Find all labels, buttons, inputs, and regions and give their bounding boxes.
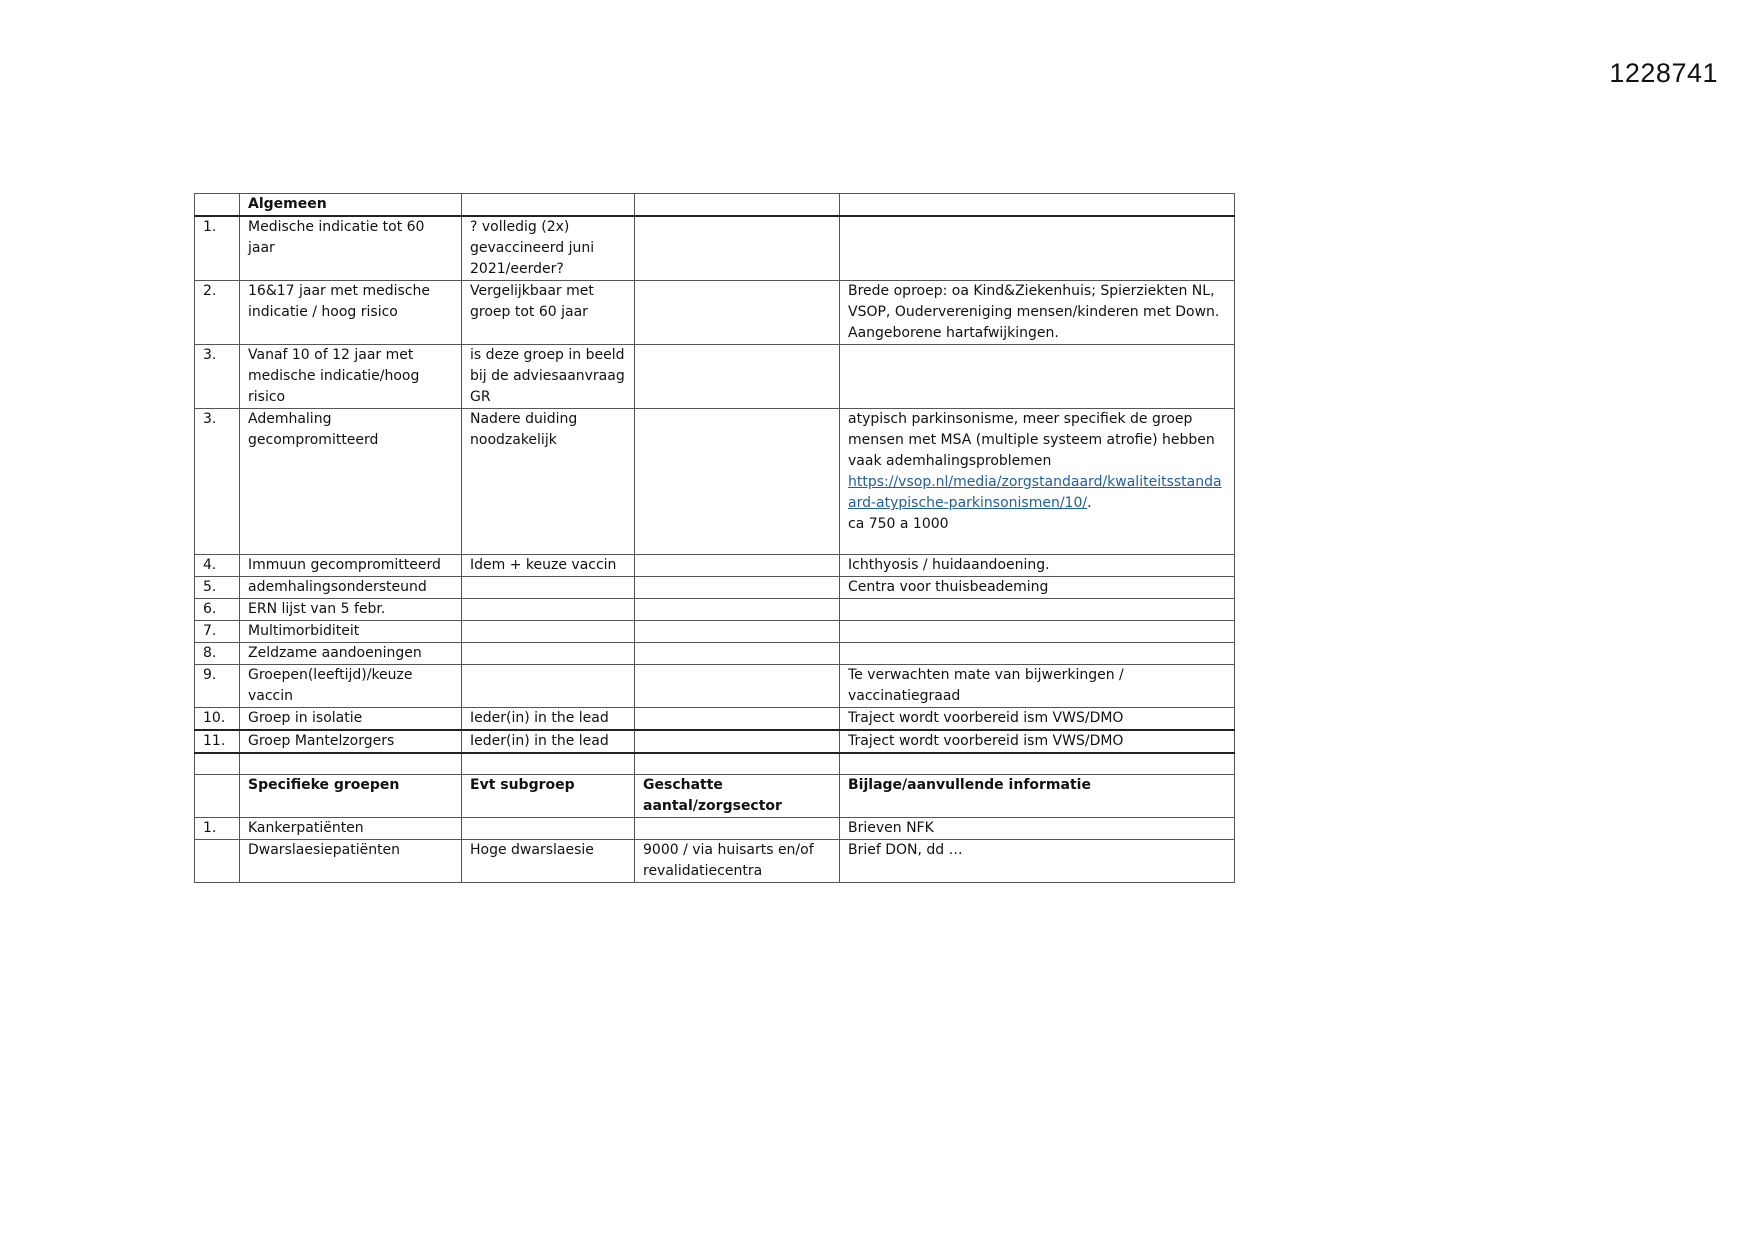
info-cell: Te verwachten mate van bijwerkingen / vaccinatiegraad — [840, 665, 1235, 708]
row-number: 2. — [195, 281, 240, 345]
header-info: Bijlage/aanvullende informatie — [840, 775, 1235, 818]
info-cell — [840, 345, 1235, 409]
vsop-link[interactable]: https://vsop.nl/media/zorgstandaard/kwaliteitsstandaard-atypische-parkinsonismen/10/ — [848, 474, 1222, 511]
info-cell — [840, 599, 1235, 621]
aantal-cell — [635, 345, 840, 409]
aantal-cell — [635, 409, 840, 555]
info-cell: atypisch parkinsonisme, meer specifiek de groep mensen met MSA (multiple systeem atrofie) hebben vaak ademhalingsproblemen https://vsop.nl/media/zorgstandaard/kwaliteitsstandaard-atypische-parkinsonismen/10/. ca 750 a 1000 — [840, 409, 1235, 555]
row-number: 9. — [195, 665, 240, 708]
group-cell: Groep Mantelzorgers — [240, 730, 462, 753]
subgroup-cell: Nadere duiding noodzakelijk — [462, 409, 635, 555]
table-row — [195, 599, 1235, 621]
document-id: 1228741 — [1609, 58, 1718, 88]
aantal-cell — [635, 621, 840, 643]
info-text: atypisch parkinsonisme, meer specifiek de groep mensen met MSA (multiple systeem atrofie) hebben vaak ademhalingsproblemen — [848, 411, 1215, 469]
table-row — [195, 643, 1235, 665]
header-group: Specifieke groepen — [240, 775, 462, 818]
info-cell: Ichthyosis / huidaandoening. — [840, 555, 1235, 577]
info-cell: Traject wordt voorbereid ism VWS/DMO — [840, 730, 1235, 753]
row-number: 10. — [195, 708, 240, 731]
table-row — [195, 281, 1235, 345]
row-number — [195, 840, 240, 883]
subgroup-cell — [462, 599, 635, 621]
row-number: 8. — [195, 643, 240, 665]
subgroup-cell: Vergelijkbaar met groep tot 60 jaar — [462, 281, 635, 345]
subgroup-cell — [462, 818, 635, 840]
group-cell: Groep in isolatie — [240, 708, 462, 731]
group-cell: Medische indicatie tot 60 jaar — [240, 216, 462, 281]
specifiek-header-row — [195, 775, 1235, 818]
aantal-cell — [635, 730, 840, 753]
subgroup-cell: Idem + keuze vaccin — [462, 555, 635, 577]
row-number: 5. — [195, 577, 240, 599]
subgroup-cell — [462, 643, 635, 665]
info-cell — [840, 216, 1235, 281]
row-number: 6. — [195, 599, 240, 621]
table-row — [195, 840, 1235, 883]
row-number: 3. — [195, 345, 240, 409]
aantal-cell — [635, 643, 840, 665]
info-cell: Brief DON, dd … — [840, 840, 1235, 883]
row-number: 4. — [195, 555, 240, 577]
group-cell: Ademhaling gecompromitteerd — [240, 409, 462, 555]
group-cell: Vanaf 10 of 12 jaar met medische indicatie/hoog risico — [240, 345, 462, 409]
aantal-cell — [635, 577, 840, 599]
row-number: 11. — [195, 730, 240, 753]
info-cell — [840, 643, 1235, 665]
groups-table — [194, 193, 1235, 883]
subgroup-cell: Ieder(in) in the lead — [462, 708, 635, 731]
header-num-cell — [195, 194, 240, 217]
table-row — [195, 621, 1235, 643]
group-cell: ademhalingsondersteund — [240, 577, 462, 599]
aantal-cell — [635, 818, 840, 840]
group-cell: Dwarslaesiepatiënten — [240, 840, 462, 883]
table-row — [195, 577, 1235, 599]
table-row — [195, 708, 1235, 731]
group-cell: Kankerpatiënten — [240, 818, 462, 840]
subgroup-cell — [462, 665, 635, 708]
table-row — [195, 818, 1235, 840]
subgroup-cell: Ieder(in) in the lead — [462, 730, 635, 753]
aantal-cell — [635, 708, 840, 731]
info-cell: Centra voor thuisbeademing — [840, 577, 1235, 599]
group-cell: Groepen(leeftijd)/keuze vaccin — [240, 665, 462, 708]
row-number: 7. — [195, 621, 240, 643]
aantal-cell — [635, 555, 840, 577]
info-cell: Traject wordt voorbereid ism VWS/DMO — [840, 708, 1235, 731]
subgroup-cell: Hoge dwarslaesie — [462, 840, 635, 883]
group-cell: Immuun gecompromitteerd — [240, 555, 462, 577]
row-number: 1. — [195, 818, 240, 840]
row-number: 3. — [195, 409, 240, 555]
group-cell: Zeldzame aandoeningen — [240, 643, 462, 665]
aantal-cell — [635, 216, 840, 281]
header-subgroup: Evt subgroep — [462, 775, 635, 818]
subgroup-cell: ? volledig (2x) gevaccineerd juni 2021/eerder? — [462, 216, 635, 281]
group-cell: Multimorbiditeit — [240, 621, 462, 643]
table-row — [195, 730, 1235, 753]
table-row — [195, 345, 1235, 409]
group-cell: 16&17 jaar met medische indicatie / hoog risico — [240, 281, 462, 345]
subgroup-cell — [462, 577, 635, 599]
table-row — [195, 555, 1235, 577]
aantal-cell — [635, 281, 840, 345]
algemeen-header-row — [195, 194, 1235, 217]
row-number: 1. — [195, 216, 240, 281]
group-cell: ERN lijst van 5 febr. — [240, 599, 462, 621]
info-cell — [840, 621, 1235, 643]
subgroup-cell — [462, 621, 635, 643]
info-estimate: ca 750 a 1000 — [848, 516, 949, 532]
info-cell: Brede oproep: oa Kind&Ziekenhuis; Spierziekten NL, VSOP, Oudervereniging mensen/kinderen met Down. Aangeborene hartafwijkingen. — [840, 281, 1235, 345]
aantal-cell — [635, 665, 840, 708]
header-aantal: Geschatte aantal/zorgsector — [635, 775, 840, 818]
table-row — [195, 216, 1235, 281]
table-row — [195, 665, 1235, 708]
subgroup-cell: is deze groep in beeld bij de adviesaanvraag GR — [462, 345, 635, 409]
aantal-cell: 9000 / via huisarts en/of revalidatiecentra — [635, 840, 840, 883]
aantal-cell — [635, 599, 840, 621]
algemeen-heading: Algemeen — [240, 194, 462, 217]
info-cell: Brieven NFK — [840, 818, 1235, 840]
spacer-row — [195, 753, 1235, 775]
table-row — [195, 409, 1235, 555]
